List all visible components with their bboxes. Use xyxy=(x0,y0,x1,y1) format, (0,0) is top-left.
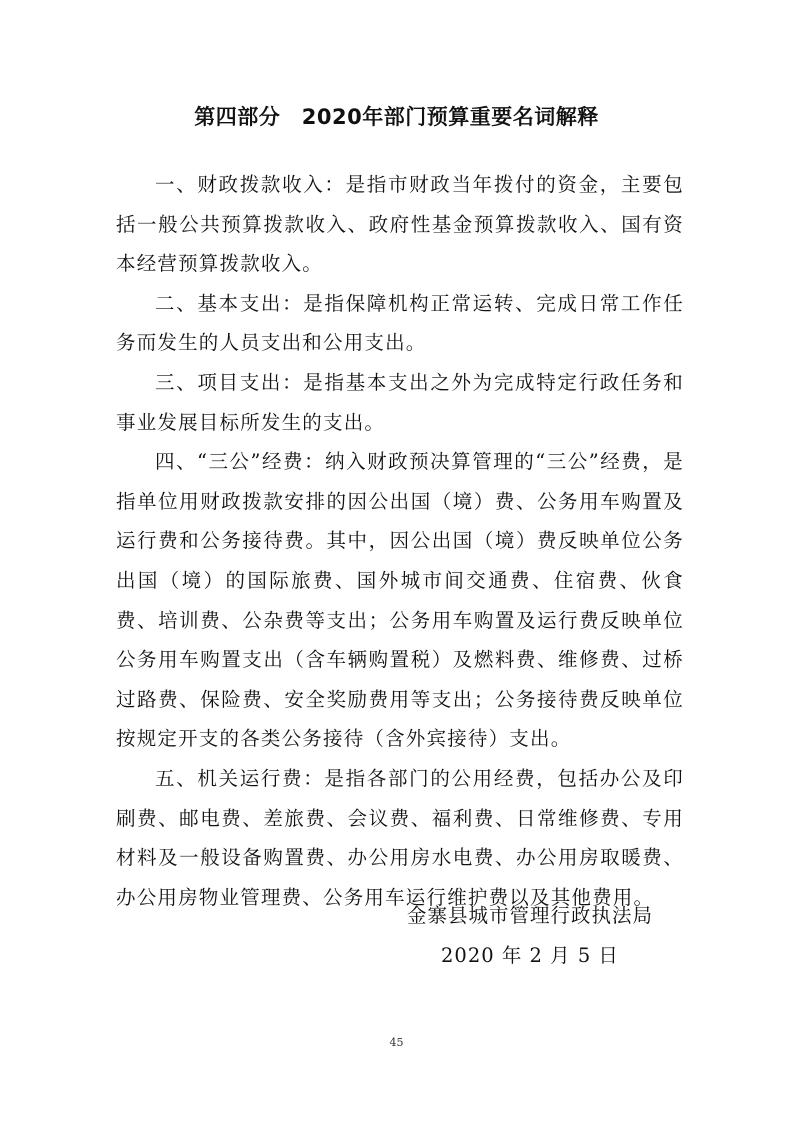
paragraph-fiscal-appropriation-income: 一、财政拨款收入：是指市财政当年拨付的资金，主要包括一般公共预算拨款收入、政府性基金预算拨款收入、国有资本经营预算拨款收入。 xyxy=(116,173,684,276)
paragraph-project-expenditure: 三、项目支出：是指基本支出之外为完成特定行政任务和事业发展目标所发生的支出。 xyxy=(116,370,684,434)
page-number: 45 xyxy=(389,1036,404,1049)
paragraph-basic-expenditure: 二、基本支出：是指保障机构正常运转、完成日常工作任务而发生的人员支出和公用支出。 xyxy=(116,291,684,355)
page-title: 第四部分 2020年部门预算重要名词解释 xyxy=(194,105,599,129)
signature-date: 2020 年 2 月 5 日 xyxy=(441,944,619,967)
signature-block xyxy=(393,896,653,976)
paragraph-three-public-expenses: 四、“三公”经费：纳入财政预决算管理的“三公”经费，是指单位用财政拨款安排的因公出国（境）费、公务用车购置及运行费和公务接待费。其中，因公出国（境）费反映单位公务出国（境）的国际旅费、国外城市间交通费、住宿费、伙食费、培训费、公杂费等支出；公务用车购置及运行费反映单位公务用车购置支出（含车辆购置税）及燃料费、维修费、过桥过路费、保险费、安全奖励费用等支出；公务接待费反映单位按规定开支的各类公务接待（含外宾接待）支出。 xyxy=(116,450,684,751)
paragraph-agency-operating-expenses: 五、机关运行费：是指各部门的公用经费，包括办公及印刷费、邮电费、差旅费、会议费、福利费、日常维修费、专用材料及一般设备购置费、办公用房水电费、办公用房取暖费、办公用房物业管理费、公务用车运行维护费以及其他费用。 xyxy=(116,766,684,909)
signature-organization: 金寨县城市管理行政执法局 xyxy=(406,904,653,927)
document-body xyxy=(116,165,684,917)
